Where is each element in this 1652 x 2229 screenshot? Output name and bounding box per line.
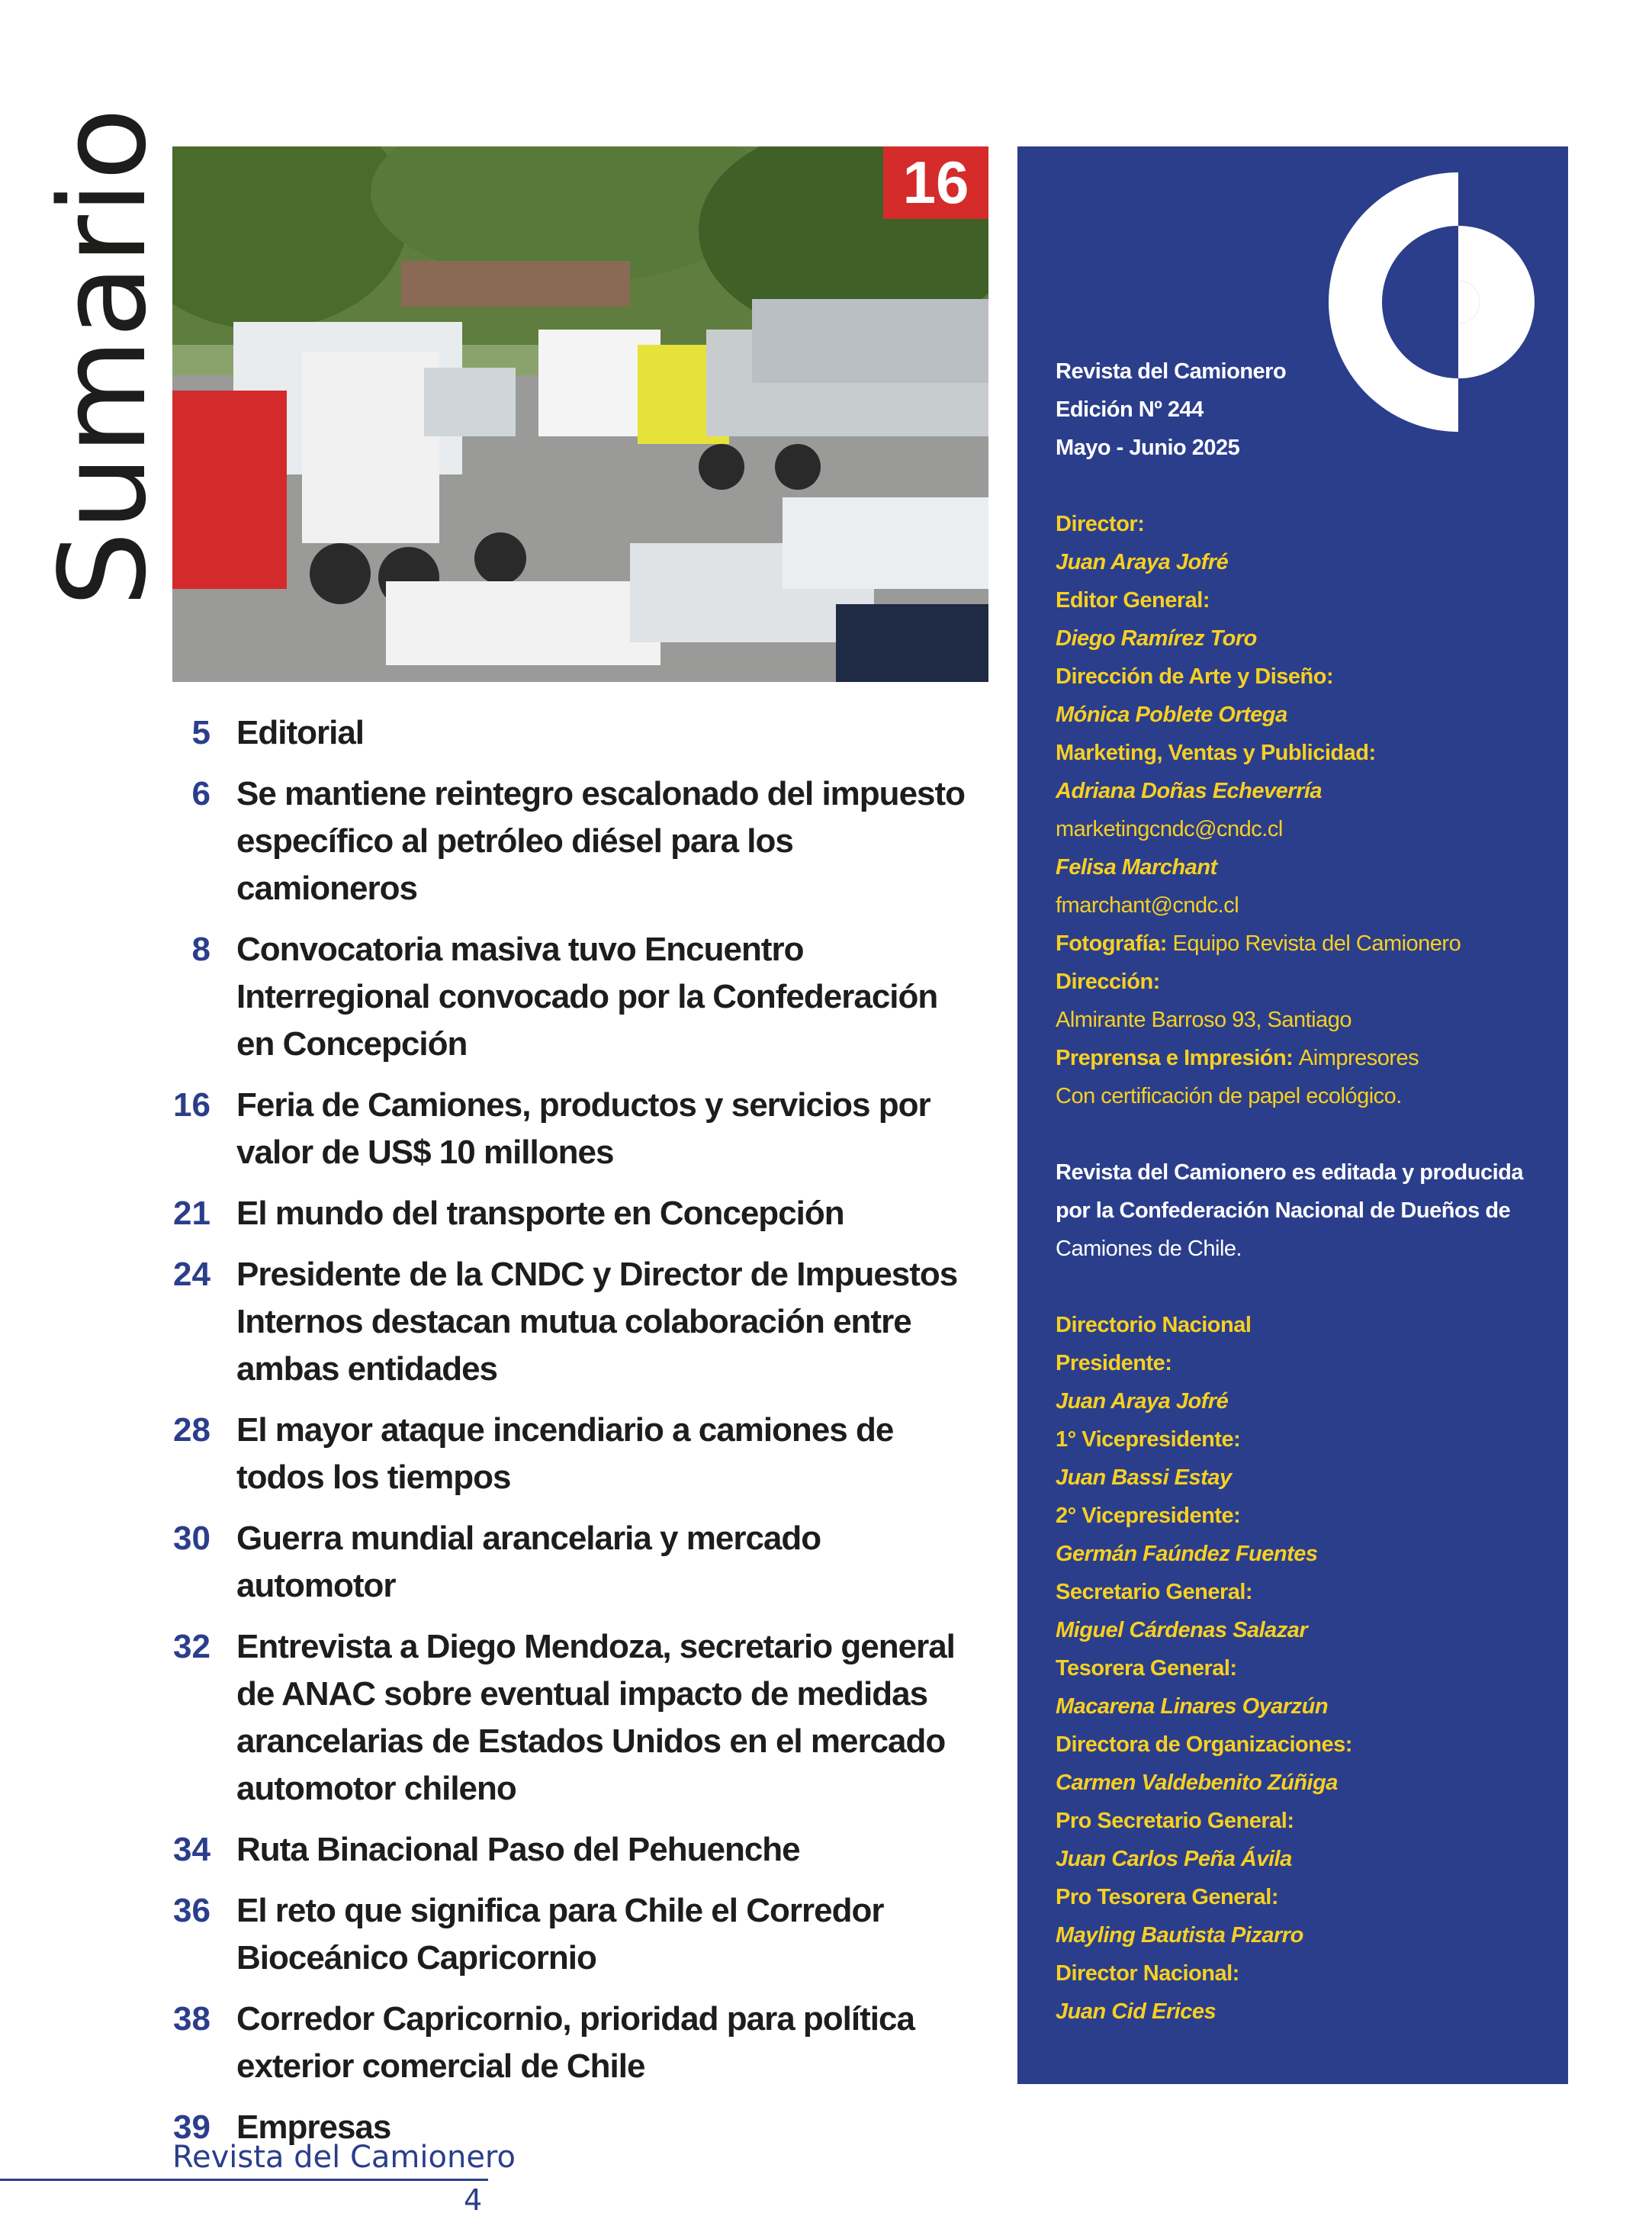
section-title-text: Sumario — [34, 107, 172, 607]
about-line-3: Camiones de Chile. — [1056, 1237, 1242, 1261]
toc-title: Guerra mundial arancelaria y mercado automotor — [236, 1520, 821, 1604]
toc-page-number: 34 — [173, 1831, 211, 1868]
toc-page-number: 36 — [173, 1892, 211, 1929]
masthead-panel — [1017, 146, 1568, 2084]
board-role: Pro Tesorera General: — [1056, 1885, 1278, 1909]
toc-title: Feria de Camiones, productos y servicios por valor de US$ 10 millones — [236, 1086, 930, 1171]
section-title — [34, 107, 172, 607]
board-name: Germán Faúndez Fuentes — [1056, 1542, 1318, 1566]
truck-fair-photo — [172, 146, 988, 682]
toc-page-number: 32 — [173, 1628, 211, 1665]
toc-item[interactable] — [160, 1996, 976, 2090]
toc-page-number: 28 — [173, 1411, 211, 1449]
toc-title: El mundo del transporte en Concepción — [236, 1195, 844, 1232]
board-role: 2° Vicepresidente: — [1056, 1504, 1241, 1528]
about-line-2: por la Confederación Nacional de Dueños de — [1056, 1198, 1511, 1223]
board-name: Juan Carlos Peña Ávila — [1056, 1847, 1292, 1871]
photo-value: Equipo Revista del Camionero — [1172, 931, 1461, 956]
board-role: Tesorera General: — [1056, 1656, 1237, 1681]
toc-title: Se mantiene reintegro escalonado del impuesto específico al petróleo diésel para los camioneros — [236, 775, 966, 907]
board-name: Juan Bassi Estay — [1056, 1465, 1232, 1490]
photo-label: Fotografía: — [1056, 931, 1167, 956]
toc-title: Entrevista a Diego Mendoza, secretario general de ANAC sobre eventual impacto de medidas arancelarias de Estados Unidos en el mercado automotor chileno — [236, 1628, 955, 1807]
toc-page-number: 38 — [173, 2000, 211, 2038]
certification-note: Con certificación de papel ecológico. — [1056, 1084, 1402, 1108]
toc-item[interactable] — [160, 1515, 976, 1610]
toc-title: El reto que significa para Chile el Corredor Bioceánico Capricornio — [236, 1892, 884, 1977]
director-label: Director: — [1056, 512, 1145, 536]
board-role: 1° Vicepresidente: — [1056, 1427, 1241, 1452]
edition-number: Edición Nº 244 — [1056, 397, 1204, 422]
board-heading: Directorio Nacional — [1056, 1313, 1252, 1337]
board-role: Pro Secretario General: — [1056, 1809, 1294, 1833]
toc-item[interactable] — [160, 770, 976, 912]
cover-photo — [172, 146, 988, 682]
toc-title: Convocatoria masiva tuvo Encuentro Interregional convocado por la Confederación en Concepción — [236, 931, 938, 1063]
marketing-email-1[interactable]: marketingcndc@cndc.cl — [1056, 817, 1283, 841]
print-credit — [1056, 1039, 1551, 1077]
toc-page-number: 5 — [191, 714, 211, 751]
toc-page-number: 39 — [173, 2108, 211, 2146]
board-name: Mayling Bautista Pizarro — [1056, 1923, 1303, 1948]
credits — [1056, 352, 1551, 2031]
about-line-1: Revista del Camionero es editada y producida — [1056, 1160, 1523, 1185]
board-name: Miguel Cárdenas Salazar — [1056, 1618, 1308, 1642]
toc-item[interactable] — [160, 1623, 976, 1812]
art-label: Dirección de Arte y Diseño: — [1056, 664, 1334, 689]
photo-credit — [1056, 925, 1551, 963]
footer-divider — [0, 2179, 488, 2181]
toc-title: El mayor ataque incendiario a camiones de todos los tiempos — [236, 1411, 894, 1496]
editor-name: Diego Ramírez Toro — [1056, 626, 1257, 651]
marketing-label: Marketing, Ventas y Publicidad: — [1056, 741, 1376, 765]
toc-page-number: 30 — [173, 1520, 211, 1557]
director-name: Juan Araya Jofré — [1056, 550, 1229, 574]
toc-item[interactable] — [160, 1826, 976, 1874]
magazine-name: Revista del Camionero — [1056, 359, 1287, 384]
print-value: Aimpresores — [1298, 1046, 1419, 1070]
toc-title: Ruta Binacional Paso del Pehuenche — [236, 1831, 800, 1868]
photo-page-badge: 16 — [883, 146, 988, 219]
board-role: Director Nacional: — [1056, 1961, 1239, 1986]
board-name: Carmen Valdebenito Zúñiga — [1056, 1771, 1338, 1795]
toc-page-number: 16 — [173, 1086, 211, 1124]
board-name: Macarena Linares Oyarzún — [1056, 1694, 1329, 1719]
art-name: Mónica Poblete Ortega — [1056, 703, 1287, 727]
board-role: Presidente: — [1056, 1351, 1172, 1375]
toc-title: Editorial — [236, 714, 365, 751]
table-of-contents — [160, 709, 976, 2165]
board-name: Juan Araya Jofré — [1056, 1389, 1229, 1414]
toc-page-number: 24 — [173, 1256, 211, 1293]
editor-label: Editor General: — [1056, 588, 1210, 613]
toc-page-number: 8 — [191, 931, 211, 968]
toc-page-number: 21 — [173, 1195, 211, 1232]
print-label: Preprensa e Impresión: — [1056, 1046, 1294, 1070]
footer-magazine-name: Revista del Camionero — [172, 2140, 516, 2175]
board-name: Juan Cid Erices — [1056, 1999, 1217, 2024]
edition-date: Mayo - Junio 2025 — [1056, 436, 1240, 460]
toc-page-number: 6 — [191, 775, 211, 812]
toc-item[interactable] — [160, 1407, 976, 1501]
footer-page-number: 4 — [464, 2183, 483, 2217]
toc-item[interactable] — [160, 709, 976, 757]
board-role: Secretario General: — [1056, 1580, 1253, 1604]
toc-title: Presidente de la CNDC y Director de Impuestos Internos destacan mutua colaboración entre ambas entidades — [236, 1256, 958, 1388]
address-label: Dirección: — [1056, 970, 1160, 994]
toc-title: Empresas — [236, 2108, 391, 2146]
board-role: Directora de Organizaciones: — [1056, 1732, 1352, 1757]
toc-item[interactable] — [160, 1887, 976, 1982]
toc-item[interactable] — [160, 1082, 976, 1176]
marketing-name-1: Adriana Doñas Echeverría — [1056, 779, 1323, 803]
marketing-email-2[interactable]: fmarchant@cndc.cl — [1056, 893, 1239, 918]
marketing-name-2: Felisa Marchant — [1056, 855, 1217, 880]
toc-item[interactable] — [160, 1251, 976, 1393]
address-value: Almirante Barroso 93, Santiago — [1056, 1008, 1351, 1032]
toc-item[interactable] — [160, 1190, 976, 1237]
toc-item[interactable] — [160, 926, 976, 1068]
toc-title: Corredor Capricornio, prioridad para política exterior comercial de Chile — [236, 2000, 914, 2085]
